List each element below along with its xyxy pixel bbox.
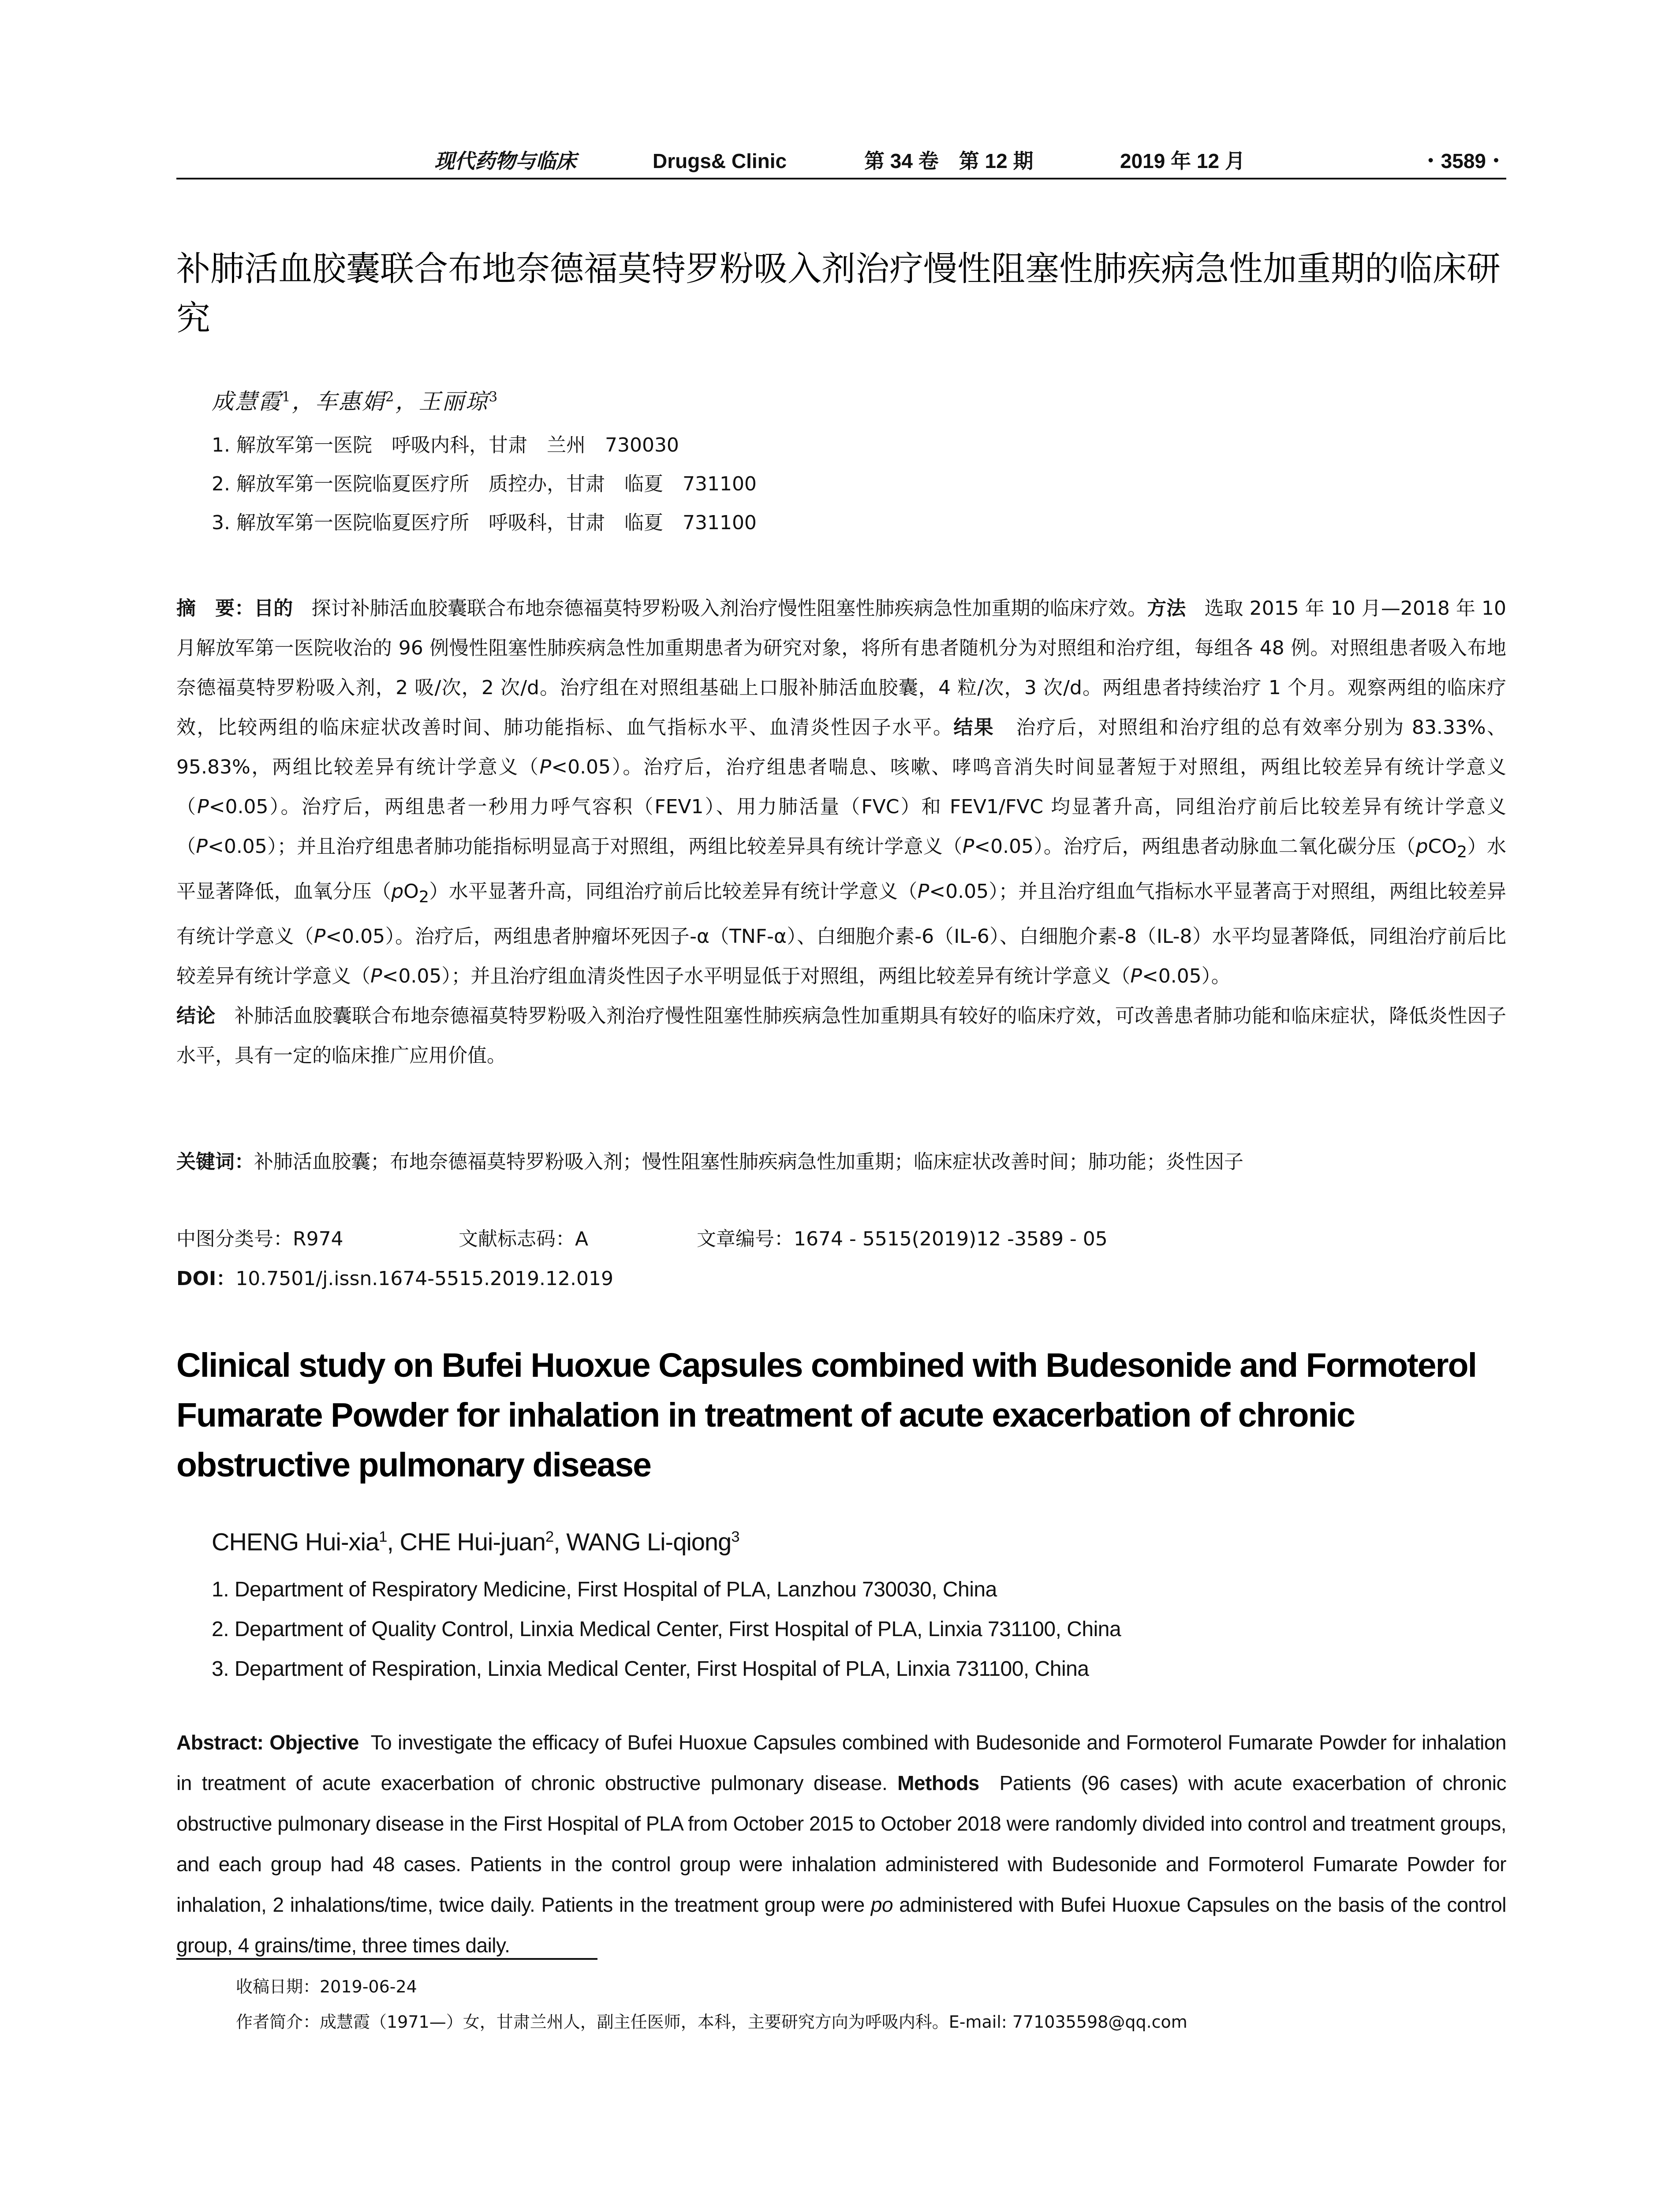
author-name: CHENG Hui-xia (212, 1528, 379, 1556)
results-text-cn: ）；并且治疗组血气指标水平显著高于对照组，两组比较差异有统计学意义（ (176, 880, 1507, 948)
po2-italic-p: p (391, 880, 404, 903)
p-symbol: P (917, 880, 930, 903)
conclusion-label-cn: 结论 (176, 1004, 216, 1027)
author-affiliation-mark: 2 (545, 1529, 554, 1545)
methods-text-cn: 选取 2015 年 10 月—2018 年 10 月解放军第一医院收治的 96 例慢性阻塞性肺疾病急性加重期患者为研究对象，将所有患者随机分为对照组和治疗组，每组各 48 例。对照组患者吸入布地奈德福莫特罗粉吸入剂，2 吸/次，2 次/d。治疗组在对照组基础上口服补肺活血胶囊，4 粒/次，3 次/d。两组患者持续治疗 1 个月。观察两组的临床疗效，比较两组的临床症状改善时间、肺功能指标、血气指标水平、血清炎性因子水平。 (176, 597, 1506, 739)
conclusion-text-cn: 补肺活血胶囊联合布地奈德福莫特罗粉吸入剂治疗慢性阻塞性肺疾病急性加重期具有较好的临床疗效，可改善患者肺功能和临床症状，降低炎性因子水平，具有一定的临床推广应用价值。 (176, 1004, 1506, 1067)
subscript-two: 2 (1456, 842, 1467, 861)
author-affiliation-mark: 3 (731, 1529, 739, 1545)
page-number: ・3589・ (1420, 149, 1506, 172)
journal-name-cn: 现代药物与临床 (434, 149, 576, 172)
article-number: 文章编号：1674 - 5515(2019)12 -3589 - 05 (697, 1228, 1108, 1250)
methods-label-en: Methods (897, 1771, 979, 1794)
p-value: <0.05 (209, 796, 269, 818)
author-affiliation-mark: 1 (282, 389, 292, 405)
objective-label-cn: 目的 (254, 597, 293, 620)
p-value: <0.05 (207, 835, 267, 858)
author-name: 王丽琼 (418, 389, 489, 415)
keywords-cn (176, 1142, 1506, 1182)
affiliation-cn: 2. 解放军第一医院临夏医疗所 质控办，甘肃 临夏 731100 (212, 473, 757, 495)
article-title-cn: 补肺活血胶囊联合布地奈德福莫特罗粉吸入剂治疗慢性阻塞性肺疾病急性加重期的临床研究 (176, 250, 1501, 338)
results-text-cn: ）；并且治疗组患者肺功能指标明显高于对照组，两组比较差异具有统计学意义（ (267, 835, 963, 858)
methods-label-cn: 方法 (1147, 597, 1186, 620)
objective-label-en: Objective (269, 1731, 359, 1754)
clc-number: 中图分类号：R974 (176, 1228, 343, 1250)
author-name: 成慧霞 (212, 389, 282, 415)
journal-name-en: Drugs& Clinic (653, 149, 787, 172)
footnote-rule (176, 1958, 597, 1960)
author-affiliation-mark: 3 (489, 389, 499, 405)
abstract-label-en: Abstract: (176, 1731, 264, 1754)
doi-value: 10.7501/j.issn.1674-5515.2019.12.019 (235, 1267, 613, 1290)
results-text-cn: ）水平显著降低，血氧分压（ (176, 835, 1507, 903)
article-title-en: Clinical study on Bufei Huoxue Capsules combined with Budesonide and Formoterol Fumarate Powder for inhalation in treatment of acute exacerbation of chronic obstructive pulmonary disease (176, 1346, 1476, 1484)
p-value: <0.05 (382, 964, 442, 987)
author-name: WANG Li-qiong (566, 1528, 732, 1556)
keywords-text: 补肺活血胶囊；布地奈德福莫特罗粉吸入剂；慢性阻塞性肺疾病急性加重期；临床症状改善时间；肺功能；炎性因子 (254, 1151, 1243, 1173)
p-value: <0.05 (325, 925, 385, 948)
results-text-cn: ）。治疗后，治疗组患者喘息、咳嗽、哮鸣音消失时间显著短于对照组，两组比较差异有统计学意义（ (176, 756, 1506, 818)
abstract-cn (176, 589, 1506, 1076)
author-separator: , (387, 1528, 400, 1556)
results-text-cn: ）。治疗后，两组患者动脉血二氧化碳分压（ (1034, 835, 1416, 858)
objective-text-en: To investigate the efficacy of Bufei Huoxue Capsules combined with Budesonide and Formoterol Fumarate Powder for inhalation in treatment of acute exacerbation of chronic obstructive pulmonary disease. (176, 1731, 1507, 1794)
p-symbol: P (314, 925, 326, 948)
document-code: 文献标志码：A (459, 1228, 589, 1250)
p-value: <0.05 (974, 835, 1034, 858)
abstract-en (176, 1722, 1506, 1966)
affiliation-cn: 1. 解放军第一医院 呼吸内科，甘肃 兰州 730030 (212, 434, 679, 456)
results-text-cn: 治疗后，对照组和治疗组的总有效率分别为 83.33%、95.83%，两组比较差异有统计学意义（ (176, 716, 1506, 778)
p-symbol: P (370, 964, 382, 987)
objective-text-cn: 探讨补肺活血胶囊联合布地奈德福莫特罗粉吸入剂治疗慢性阻塞性肺疾病急性加重期的临床疗效。 (311, 597, 1147, 620)
results-text-cn: ）。 (1201, 964, 1231, 987)
po2-formula: O (403, 880, 419, 903)
author-affiliation-mark: 2 (385, 389, 396, 405)
p-value: <0.05 (929, 880, 989, 903)
author-bio: 作者简介：成慧霞（1971—）女，甘肃兰州人，副主任医师，本科，主要研究方向为呼吸内科。E-mail: 771035598@qq.com (236, 2012, 1187, 2032)
pco2-italic-p: p (1415, 835, 1428, 858)
results-text-cn: ）；并且治疗组血清炎性因子水平明显低于对照组，两组比较差异有统计学意义（ (441, 964, 1131, 987)
affiliation-en: 1. Department of Respiratory Medicine, First Hospital of PLA, Lanzhou 730030, China (212, 1578, 997, 1601)
subscript-two: 2 (418, 887, 429, 906)
results-label-cn: 结果 (953, 716, 995, 739)
author-list-en (212, 1519, 739, 1560)
methods-text-en: Patients (96 cases) with acute exacerbation of chronic obstructive pulmonary disease in the First Hospital of PLA from October 2015 to October 2018 were randomly divided into control and treatment groups, and each group had 48 cases. Patients in the control group were inhalation administered with Budesonide and Formoterol Fumarate Powder for inhalation, 2 inhalations/time, twice daily. Patients in the treatment group were (176, 1771, 1506, 1916)
received-date: 收稿日期：2019-06-24 (236, 1977, 417, 1996)
author-affiliation-mark: 1 (379, 1529, 387, 1545)
pco2-formula: CO (1428, 835, 1457, 858)
running-header (176, 146, 1506, 176)
affiliation-cn: 3. 解放军第一医院临夏医疗所 呼吸科，甘肃 临夏 731100 (212, 512, 757, 534)
abstract-label-cn: 摘 要： (176, 597, 254, 620)
header-rule (176, 178, 1506, 179)
author-separator: , (553, 1528, 567, 1556)
methods-text-en: administered with Bufei Huoxue Capsules on the basis of the control group, 4 grains/time, three times daily. (176, 1893, 1507, 1957)
affiliation-en: 3. Department of Respiration, Linxia Medical Center, First Hospital of PLA, Linxia 731100, China (212, 1657, 1089, 1681)
p-value: <0.05 (551, 756, 611, 778)
affiliation-en: 2. Department of Quality Control, Linxia Medical Center, First Hospital of PLA, Linxia 731100, China (212, 1618, 1121, 1641)
results-text-cn: ）。治疗后，两组患者一秒用力呼气容积（FEV1）、用力肺活量（FVC）和 FEV1/FVC 均显著升高，同组治疗前后比较差异有统计学意义（ (176, 796, 1506, 858)
p-symbol: P (1130, 964, 1142, 987)
keywords-label: 关键词： (176, 1151, 254, 1173)
author-list-cn (212, 379, 499, 419)
author-separator: ， (291, 389, 315, 415)
results-text-cn: ）。治疗后，两组患者肿瘤坏死因子-α（TNF-α）、白细胞介素-6（IL-6）、白细胞介素-8（IL-8）水平均显著降低，同组治疗前后比较差异有统计学意义（ (176, 925, 1507, 987)
author-name: CHE Hui-juan (399, 1528, 545, 1556)
doi-label: DOI： (176, 1267, 236, 1290)
results-text-cn: ）水平显著升高，同组治疗前后比较差异有统计学意义（ (429, 880, 918, 903)
p-symbol: P (197, 796, 209, 818)
author-separator: ， (395, 389, 419, 415)
p-symbol: P (962, 835, 974, 858)
volume-issue: 第 34 卷 第 12 期 (864, 149, 1034, 172)
p-value: <0.05 (1142, 964, 1202, 987)
doi-line (176, 1263, 613, 1294)
p-symbol: P (539, 756, 552, 778)
p-symbol: P (196, 835, 208, 858)
po-abbreviation: po (870, 1893, 893, 1916)
issue-date: 2019 年 12 月 (1120, 149, 1245, 172)
author-name: 车惠娟 (315, 389, 385, 415)
